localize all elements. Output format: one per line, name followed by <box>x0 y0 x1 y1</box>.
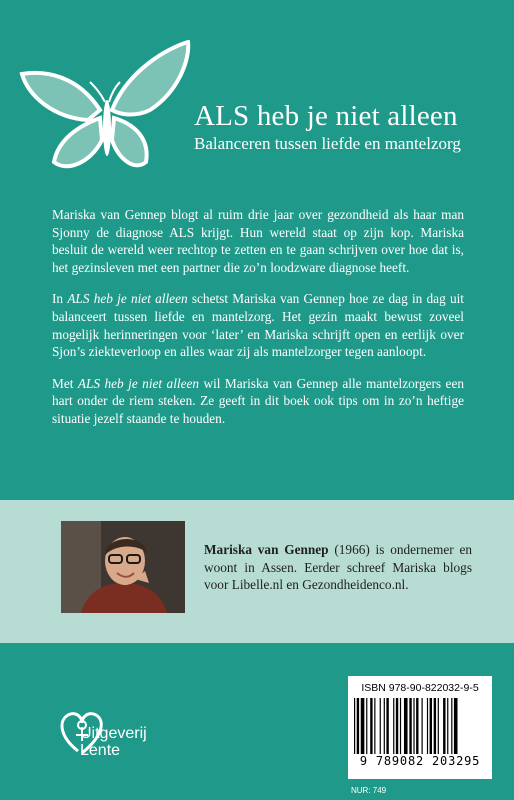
author-photo <box>61 521 185 613</box>
blurb-text: In <box>52 291 68 307</box>
author-bio <box>204 541 472 594</box>
blurb-paragraph-3 <box>52 375 464 428</box>
publisher-line-2: Lente <box>80 742 121 759</box>
blurb-book-title: ALS heb je niet alleen <box>67 291 188 307</box>
isbn-number: ISBN 978-90-822032-9-5 <box>361 682 479 694</box>
blurb-text: wil Mariska van Gennep alle mantelzorgers een hart onder de riem steken. Ze geeft in dit boek ook tips om in zo’n heftige situatie jezelf staande te houden. <box>52 375 464 426</box>
barcode-bars-icon <box>354 698 488 754</box>
publisher-line-1: Uitgeverij <box>80 725 147 742</box>
nur-code: NUR: 749 <box>351 786 387 795</box>
blurb-text: schetst Mariska van Gennep hoe ze dag in dag uit balanceert tussen liefde en mantelzorg. Het gezin maakt bewust zoveel mogelijk herinneringen voor ‘later’ en Mariska schrijft open en eerlijk over Sjon’s ziekteverloop en alles waar zij als mantelzorger tegen aanloopt. <box>52 291 465 360</box>
butterfly-logo-icon <box>18 40 194 186</box>
book-title: ALS heb je niet alleen <box>194 100 458 132</box>
author-name: Mariska van Gennep <box>204 542 329 557</box>
publisher-name <box>80 725 147 759</box>
blurb-text: Met <box>52 375 78 391</box>
isbn-barcode <box>348 676 492 779</box>
ean-digits: 9 789082 203295 <box>359 754 481 768</box>
author-bio-text: (1966) is ondernemer en woont in Assen. Eerder schreef Mariska blogs voor Libelle.nl en Gezondheidenco.nl. <box>204 542 473 593</box>
back-cover-blurb <box>52 206 464 442</box>
book-subtitle: Balanceren tussen liefde en mantelzorg <box>194 134 461 153</box>
blurb-paragraph-2 <box>52 290 464 360</box>
blurb-book-title: ALS heb je niet alleen <box>77 375 200 391</box>
blurb-paragraph-1: Mariska van Gennep blogt al ruim drie jaar over gezondheid als haar man Sjonny de diagnose ALS krijgt. Hun wereld staat op zijn kop. Mariska besluit de wereld weer rechtop te zetten en te gaan schrijven over hoe dat is, het gezinsleven met een partner die zo’n loodzware diagnose heeft. <box>52 207 464 275</box>
